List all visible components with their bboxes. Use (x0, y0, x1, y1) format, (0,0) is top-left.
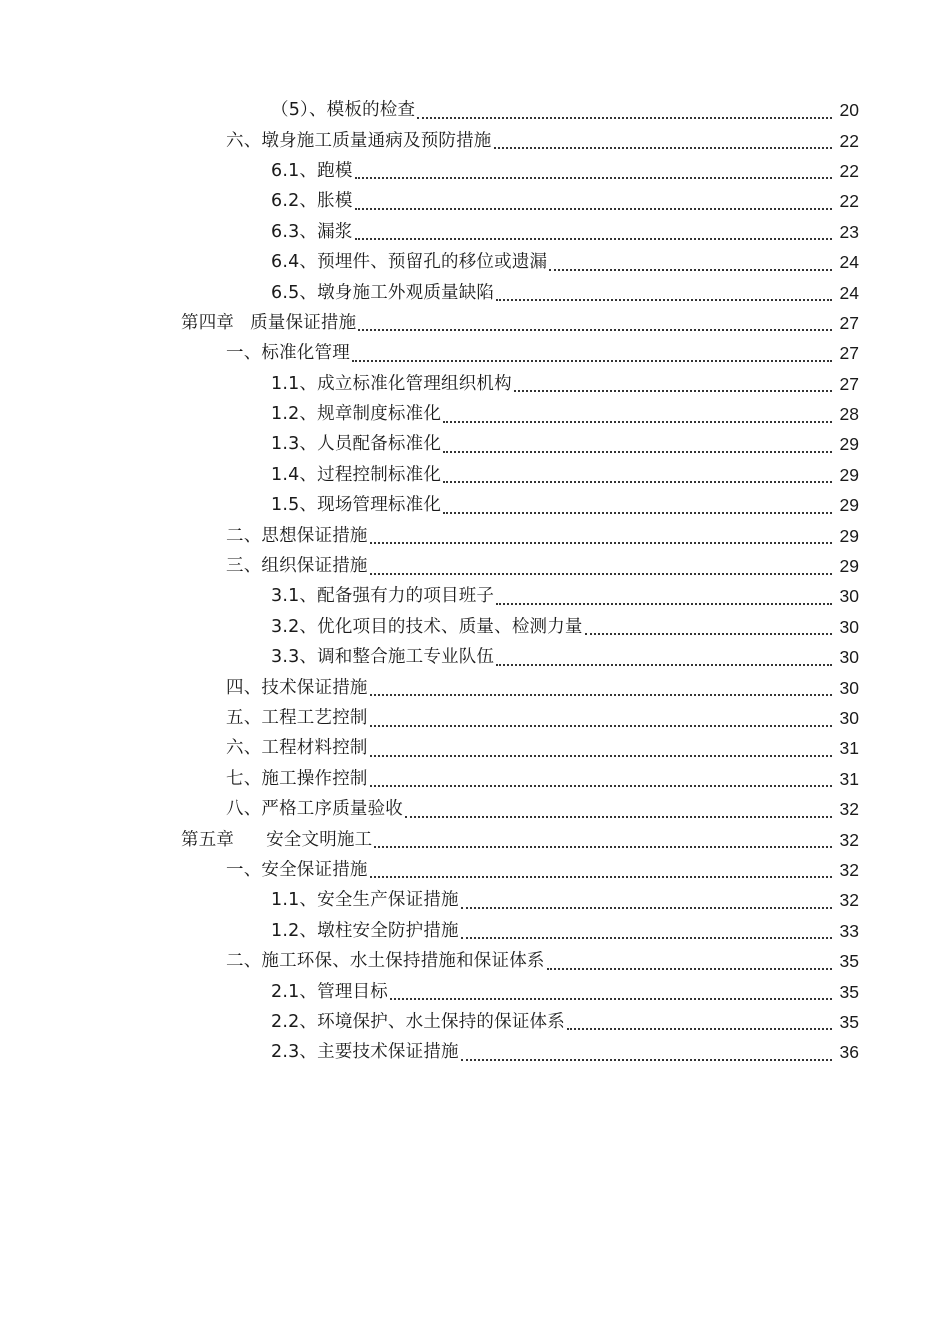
toc-entry-page: 29 (839, 525, 859, 546)
dot-leader (461, 906, 832, 909)
dot-leader (355, 237, 832, 240)
toc-entry-title: （5）、模板的检查 (271, 100, 416, 121)
toc-entry-title: 6.4、预埋件、预留孔的移位或遗漏 (271, 252, 548, 273)
toc-entry-title: 6.1、跑模 (271, 160, 353, 181)
toc-entry[interactable] (0, 490, 950, 520)
dot-leader (585, 632, 832, 635)
toc-entry[interactable] (0, 247, 950, 277)
toc-entry-title: 6.3、漏浆 (271, 221, 353, 242)
dot-leader (496, 602, 832, 605)
toc-entry[interactable] (0, 217, 950, 247)
toc-entry[interactable] (0, 369, 950, 399)
toc-entry-title: 一、安全保证措施 (226, 859, 368, 880)
toc-entry-title: 2.2、环境保护、水土保持的保证体系 (271, 1011, 565, 1032)
toc-chapter-label: 第五章 (181, 829, 235, 850)
toc-entry-title: 1.2、墩柱安全防护措施 (271, 920, 459, 941)
toc-entry-title: 七、施工操作控制 (226, 768, 368, 789)
toc-entry-page: 28 (839, 404, 859, 425)
toc-entry-title: 一、标准化管理 (226, 343, 350, 364)
toc-entry-title: 2.3、主要技术保证措施 (271, 1042, 459, 1063)
toc-entry-page: 31 (839, 768, 859, 789)
toc-chapter-label: 第四章 (181, 312, 235, 333)
toc-entry-page: 35 (839, 981, 859, 1002)
dot-leader (547, 967, 832, 970)
toc-entry-page: 30 (839, 708, 859, 728)
toc-entry-page: 32 (839, 859, 859, 880)
dot-leader (496, 298, 832, 301)
toc-entry-page: 32 (839, 890, 859, 911)
toc-entry-title: 1.1、成立标准化管理组织机构 (271, 373, 512, 394)
toc-entry[interactable] (0, 95, 950, 125)
dot-leader (358, 328, 832, 331)
toc-entry-title: 1.3、人员配备标准化 (271, 434, 442, 455)
toc-entry-title: 6.2、胀模 (271, 191, 353, 212)
toc-chapter-entry[interactable] (0, 824, 950, 854)
toc-entry-page: 32 (839, 799, 859, 820)
toc-entry[interactable] (0, 855, 950, 885)
toc-entry[interactable] (0, 186, 950, 216)
toc-entry-page: 29 (839, 556, 859, 577)
dot-leader (417, 116, 832, 119)
toc-entry-title: 1.1、安全生产保证措施 (271, 890, 459, 911)
dot-leader (549, 268, 832, 271)
toc-entry-title: 八、严格工序质量验收 (226, 799, 403, 820)
toc-entry-title: 3.2、优化项目的技术、质量、检测力量 (271, 616, 583, 637)
toc-entry-title: 六、工程材料控制 (226, 738, 368, 759)
toc-entry[interactable] (0, 612, 950, 642)
toc-entry-title: 安全文明施工 (266, 829, 373, 850)
dot-leader (370, 875, 832, 878)
toc-chapter-entry[interactable] (0, 308, 950, 338)
toc-entry[interactable] (0, 460, 950, 490)
dot-leader (370, 754, 832, 757)
dot-leader (355, 176, 832, 179)
toc-entry-page: 29 (839, 464, 859, 485)
dot-leader (494, 146, 833, 149)
toc-entry-page: 30 (839, 647, 859, 668)
toc-entry-page: 22 (839, 130, 859, 151)
dot-leader (390, 997, 832, 1000)
toc-entry[interactable] (0, 976, 950, 1006)
dot-leader (355, 207, 832, 210)
dot-leader (443, 480, 832, 483)
toc-entry-page: 24 (839, 252, 859, 273)
toc-entry-title: 6.5、墩身施工外观质量缺陷 (271, 282, 495, 303)
toc-entry[interactable] (0, 551, 950, 581)
toc-entry-page: 31 (839, 738, 859, 759)
dot-leader (370, 724, 832, 727)
toc-entry-page: 27 (839, 312, 859, 333)
toc-entry[interactable] (0, 672, 950, 702)
dot-leader (514, 389, 832, 392)
dot-leader (567, 1027, 832, 1030)
dot-leader (405, 815, 832, 818)
toc-entry-page: 36 (839, 1042, 859, 1063)
dot-leader (496, 663, 832, 666)
toc-entry[interactable] (0, 703, 950, 733)
table-of-contents (0, 95, 950, 1068)
dot-leader (461, 1058, 832, 1061)
toc-entry-title: 2.1、管理目标 (271, 981, 388, 1002)
toc-entry-title: 3.3、调和整合施工专业队伍 (271, 647, 495, 668)
toc-entry-page: 29 (839, 434, 859, 455)
toc-entry-title: 1.5、现场管理标准化 (271, 495, 442, 516)
dot-leader (443, 450, 832, 453)
toc-entry[interactable] (0, 399, 950, 429)
dot-leader (370, 541, 832, 544)
toc-entry[interactable] (0, 156, 950, 186)
toc-entry[interactable] (0, 338, 950, 368)
toc-entry[interactable] (0, 1037, 950, 1067)
toc-entry-title: 五、工程工艺控制 (226, 708, 368, 728)
toc-entry[interactable] (0, 764, 950, 794)
toc-entry-title: 六、墩身施工质量通病及预防措施 (226, 130, 492, 151)
dot-leader (370, 572, 832, 575)
toc-entry-page: 27 (839, 343, 859, 364)
toc-entry-page: 30 (839, 616, 859, 637)
toc-entry[interactable] (0, 429, 950, 459)
dot-leader (461, 936, 832, 939)
toc-entry-page: 29 (839, 495, 859, 516)
toc-entry-title: 3.1、配备强有力的项目班子 (271, 586, 495, 607)
toc-entry-title: 1.2、规章制度标准化 (271, 404, 442, 425)
toc-entry-page: 30 (839, 677, 859, 698)
toc-entry-title: 二、施工环保、水土保持措施和保证体系 (226, 951, 545, 972)
toc-entry-page: 27 (839, 373, 859, 394)
toc-entry-page: 22 (839, 160, 859, 181)
toc-entry-page: 23 (839, 221, 859, 242)
toc-entry[interactable] (0, 946, 950, 976)
dot-leader (370, 784, 832, 787)
dot-leader (374, 845, 832, 848)
toc-entry[interactable] (0, 125, 950, 155)
toc-entry[interactable] (0, 642, 950, 672)
toc-entry[interactable] (0, 733, 950, 763)
toc-entry-title: 1.4、过程控制标准化 (271, 464, 442, 485)
dot-leader (370, 693, 832, 696)
toc-entry-title: 二、思想保证措施 (226, 525, 368, 546)
toc-entry-page: 30 (839, 586, 859, 607)
toc-entry[interactable] (0, 794, 950, 824)
toc-entry[interactable] (0, 885, 950, 915)
toc-entry-title: 质量保证措施 (250, 312, 357, 333)
toc-entry-title: 三、组织保证措施 (226, 556, 368, 577)
toc-entry-page: 33 (839, 920, 859, 941)
dot-leader (443, 420, 832, 423)
toc-entry-page: 20 (839, 100, 859, 121)
dot-leader (352, 359, 832, 362)
toc-entry-page: 35 (839, 1011, 859, 1032)
toc-entry[interactable] (0, 916, 950, 946)
toc-entry[interactable] (0, 520, 950, 550)
toc-entry[interactable] (0, 581, 950, 611)
toc-entry[interactable] (0, 1007, 950, 1037)
toc-entry-page: 22 (839, 191, 859, 212)
toc-entry[interactable] (0, 277, 950, 307)
toc-entry-title: 四、技术保证措施 (226, 677, 368, 698)
dot-leader (443, 511, 832, 514)
toc-entry-page: 24 (839, 282, 859, 303)
toc-entry-page: 32 (839, 829, 859, 850)
toc-entry-page: 35 (839, 951, 859, 972)
